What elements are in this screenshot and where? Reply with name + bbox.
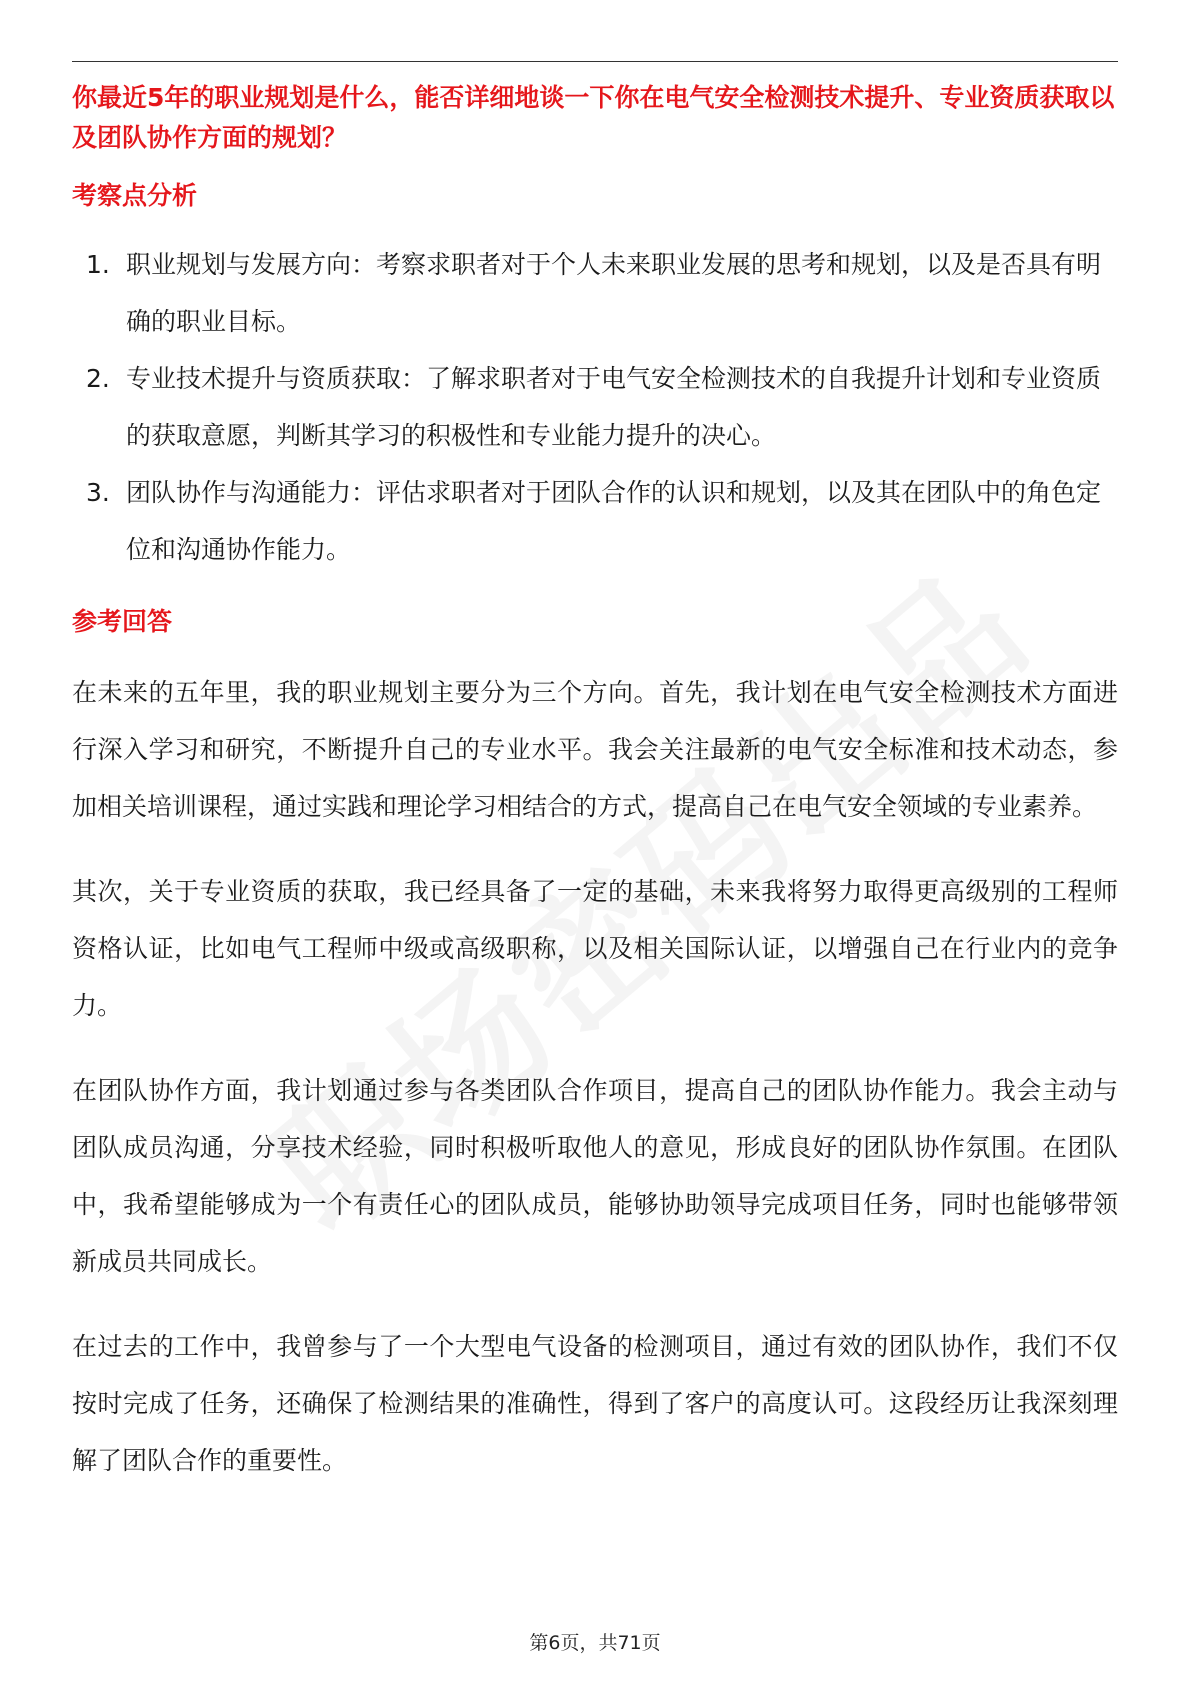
- answer-heading: 参考回答: [72, 607, 173, 636]
- top-divider: [72, 61, 1118, 62]
- point-text: 职业规划与发展方向：考察求职者对于个人未来职业发展的思考和规划，以及是否具有明确的职业目标。: [126, 250, 1102, 336]
- analysis-point-3: [72, 464, 1118, 578]
- page-number-footer: 第6页，共71页: [529, 1632, 661, 1654]
- content: [72, 78, 1118, 1489]
- analysis-list: [72, 236, 1118, 578]
- analysis-point-1: [72, 236, 1118, 350]
- point-text: 团队协作与沟通能力：评估求职者对于团队合作的认识和规划，以及其在团队中的角色定位和沟通协作能力。: [126, 478, 1102, 564]
- analysis-point-2: [72, 350, 1118, 464]
- interview-question: 你最近5年的职业规划是什么，能否详细地谈一下你在电气安全检测技术提升、专业资质获取以及团队协作方面的规划？: [72, 83, 1115, 152]
- point-number: 3.: [86, 478, 110, 507]
- analysis-heading: 考察点分析: [72, 181, 198, 210]
- answer-paragraph-1: 在未来的五年里，我的职业规划主要分为三个方向。首先，我计划在电气安全检测技术方面进行深入学习和研究，不断提升自己的专业水平。我会关注最新的电气安全标准和技术动态，参加相关培训课程，通过实践和理论学习相结合的方式，提高自己在电气安全领域的专业素养。: [72, 678, 1118, 821]
- point-number: 1.: [86, 250, 110, 279]
- point-number: 2.: [86, 364, 110, 393]
- point-text: 专业技术提升与资质获取：了解求职者对于电气安全检测技术的自我提升计划和专业资质的获取意愿，判断其学习的积极性和专业能力提升的决心。: [126, 364, 1102, 450]
- answer-paragraph-3: 在团队协作方面，我计划通过参与各类团队合作项目，提高自己的团队协作能力。我会主动与团队成员沟通，分享技术经验，同时积极听取他人的意见，形成良好的团队协作氛围。在团队中，我希望能够成为一个有责任心的团队成员，能够协助领导完成项目任务，同时也能够带领新成员共同成长。: [72, 1076, 1118, 1276]
- answer-paragraph-4: 在过去的工作中，我曾参与了一个大型电气设备的检测项目，通过有效的团队协作，我们不仅按时完成了任务，还确保了检测结果的准确性，得到了客户的高度认可。这段经历让我深刻理解了团队合作的重要性。: [72, 1332, 1118, 1475]
- answer-paragraph-2: 其次，关于专业资质的获取，我已经具备了一定的基础，未来我将努力取得更高级别的工程师资格认证，比如电气工程师中级或高级职称，以及相关国际认证，以增强自己在行业内的竞争力。: [72, 877, 1118, 1020]
